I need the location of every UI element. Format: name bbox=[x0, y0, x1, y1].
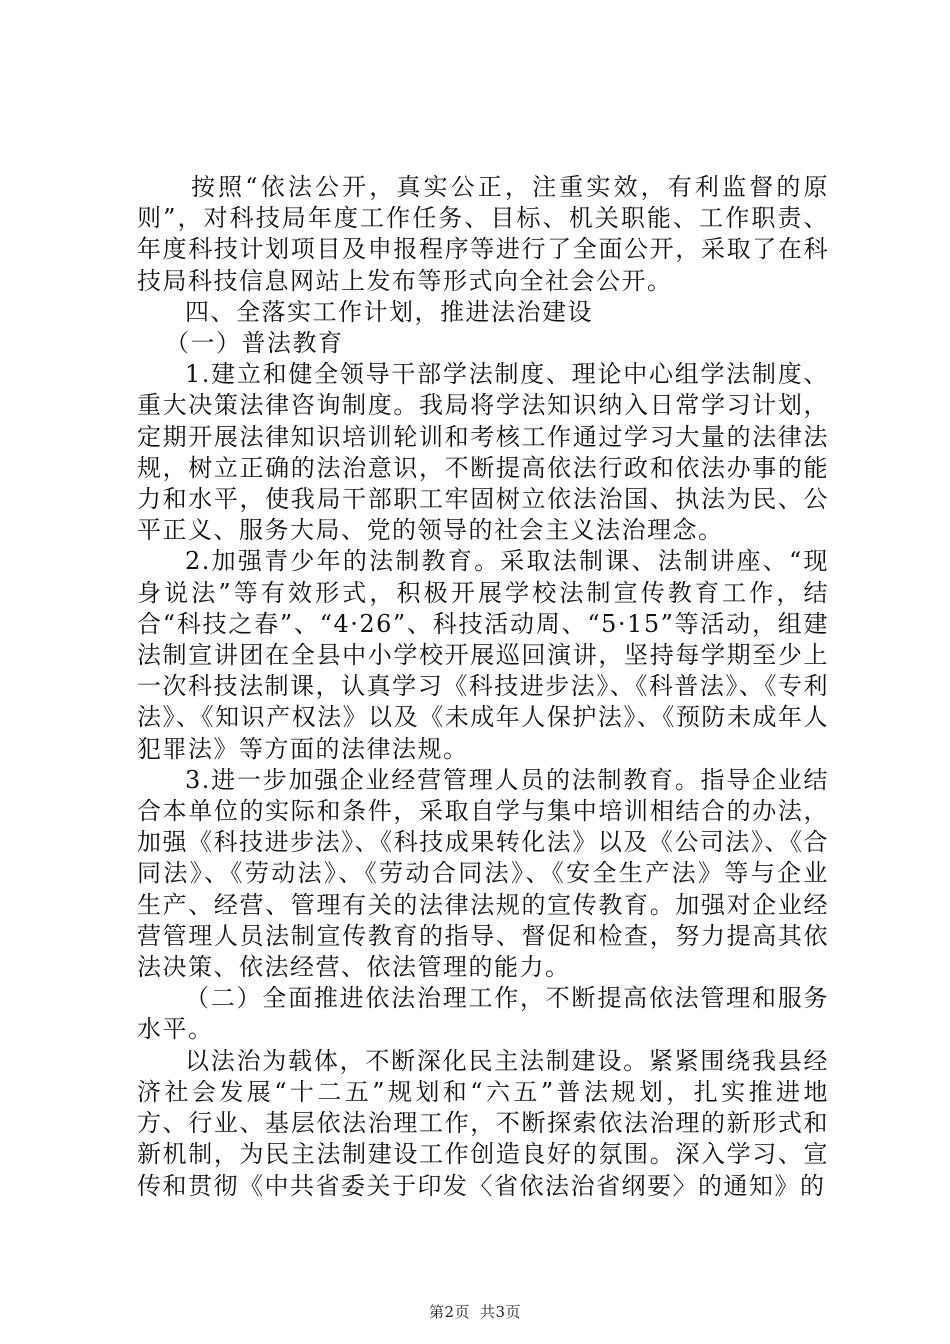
subheading-governance: （二）全面推进依法治理工作，不断提高依法管理和服务水平。 bbox=[137, 984, 829, 1044]
page-footer bbox=[0, 1302, 950, 1322]
paragraph-item-2: 2.加强青少年的法制教育。采取法制课、法制讲座、“现身说法”等有效形式，积极开展学校法制宣传教育工作，结合“科技之春”、“4·26”、科技活动周、“5·15”等活动，组建法制宣讲团在全县中小学校开展巡回演讲，坚持每学期至少上一次科技法制课，认真学习《科技进步法》、《科普法》、《专利法》、《知识产权法》以及《未成年人保护法》、《预防未成年人犯罪法》等方面的法律法规。 bbox=[137, 547, 829, 763]
section-heading-four: 四、全落实工作计划，推进法治建设 bbox=[185, 297, 593, 326]
paragraph-rule-of-law: 以法治为载体，不断深化民主法制建设。紧紧围绕我县经济社会发展“十二五”规划和“六五”普法规划，扎实推进地方、行业、基层依法治理工作，不断探索依法治理的新形式和新机制，为民主法制建设工作创造良好的氛围。深入学习、宣传和贯彻《中共省委关于印发〈省依法治省纲要〉的通知》的 bbox=[137, 1046, 829, 1200]
paragraph-item-3: 3.进一步加强企业经营管理人员的法制教育。指导企业结合本单位的实际和条件，采取自学与集中培训相结合的办法，加强《科技进步法》、《科技成果转化法》以及《公司法》、《合同法》、《劳动法》、《劳动合同法》、《安全生产法》等与企业生产、经营、管理有关的法律法规的宣传教育。加强对企业经营管理人员法制宣传教育的指导、督促和检查，努力提高其依法决策、依法经营、依法管理的能力。 bbox=[137, 765, 829, 982]
document-body bbox=[137, 172, 829, 1202]
paragraph-item-1: 1.建立和健全领导干部学法制度、理论中心组学法制度、重大决策法律咨询制度。我局将学法知识纳入日常学习计划，定期开展法律知识培训轮训和考核工作通过学习大量的法律法规，树立正确的法治意识，不断提高依法行政和依法办事的能力和水平，使我局干部职工牢固树立依法治国、执法为民、公平正义、服务大局、党的领导的社会主义法治理念。 bbox=[137, 360, 829, 545]
paragraph-disclosure: 按照“依法公开，真实公正，注重实效，有利监督的原则”，对科技局年度工作任务、目标、机关职能、工作职责、年度科技计划项目及申报程序等进行了全面公开，采取了在科技局科技信息网站上发布等形式向全社会公开。 bbox=[137, 173, 829, 295]
page-total: 共3页 bbox=[480, 1303, 522, 1321]
subheading-legal-education: （一）普法教育 bbox=[165, 329, 344, 358]
page-number: 第2页 bbox=[428, 1303, 470, 1321]
